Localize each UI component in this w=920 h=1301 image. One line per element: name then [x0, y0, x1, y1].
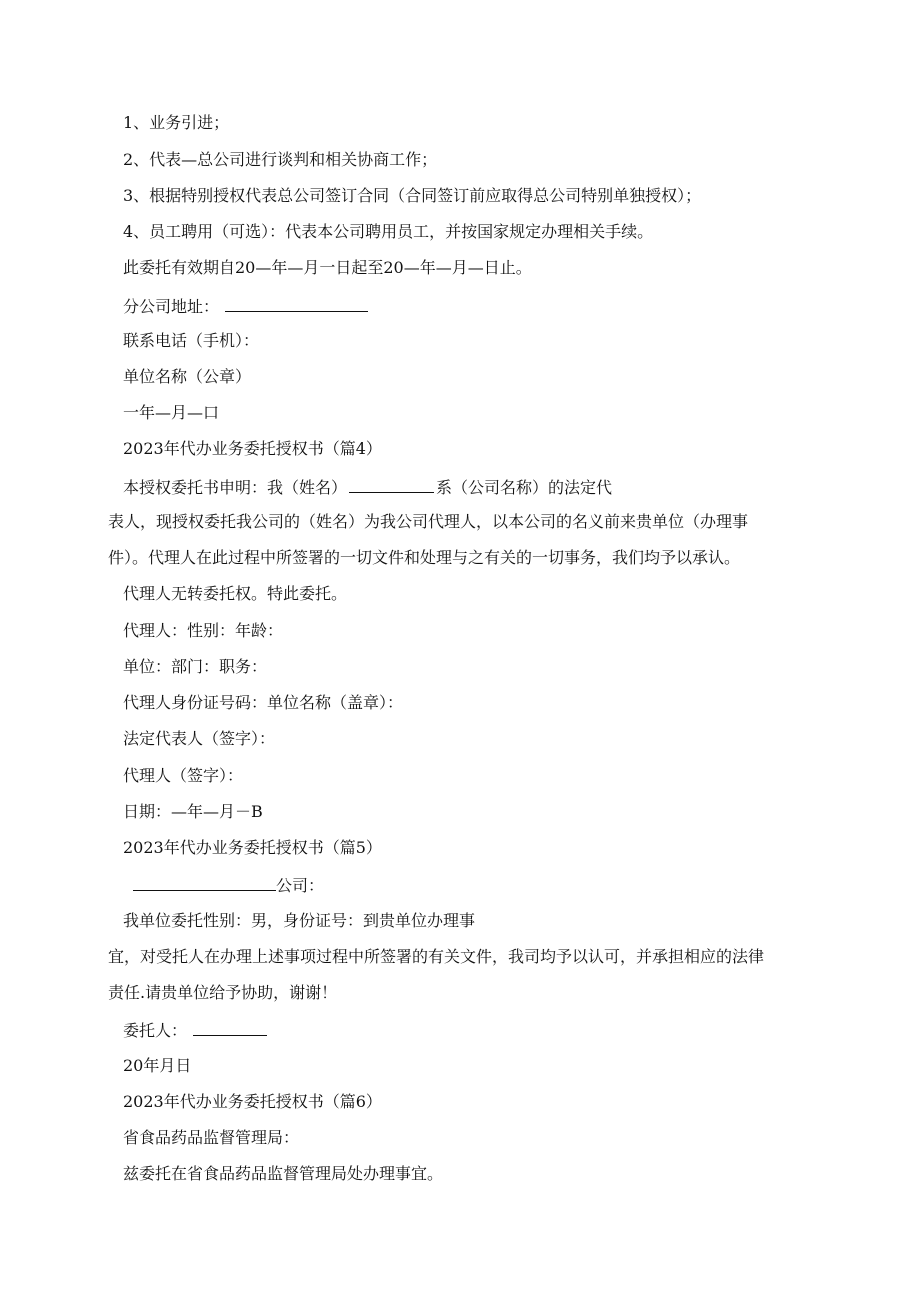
- branch-address-blank[interactable]: [225, 295, 368, 312]
- branch-address-row: [123, 295, 368, 315]
- declaration-row: [123, 476, 612, 496]
- agent-signature: 代理人（签字）：: [123, 766, 244, 785]
- client-label: 委托人：: [123, 1021, 188, 1040]
- agent-id-number: 代理人身份证号码：单位名称（盖章）：: [123, 693, 404, 712]
- item-1: 1、业务引进；: [123, 113, 230, 132]
- paragraph-line: 件）。代理人在此过程中所签署的一切文件和处理与之有关的一切事务，我们均予以承认。: [108, 548, 741, 567]
- unit-name-seal: 单位名称（公章）: [123, 367, 252, 386]
- client-blank[interactable]: [193, 1019, 267, 1036]
- company-addressee-row: [133, 874, 324, 894]
- entrust-matter: 兹委托在省食品药品监督管理局处办理事宜。: [123, 1164, 444, 1183]
- company-blank[interactable]: [133, 874, 276, 891]
- client-row: [123, 1019, 267, 1039]
- declaration-text-start: 本授权委托书申明：我（姓名）: [123, 478, 348, 497]
- no-subdelegation: 代理人无转委托权。特此委托。: [123, 584, 348, 603]
- item-4: 4、员工聘用（可选）：代表本公司聘用员工，并按国家规定办理相关手续。: [123, 222, 654, 241]
- date-field: 日期：—年—月－B: [123, 802, 263, 821]
- legal-rep-signature: 法定代表人（签字）：: [123, 729, 276, 748]
- date-line: 20年月日: [123, 1056, 192, 1075]
- section-heading-5: 2023年代办业务委托授权书（篇5）: [123, 838, 382, 857]
- contact-phone: 联系电话（手机）：: [123, 331, 260, 350]
- section-heading-4: 2023年代办业务委托授权书（篇4）: [123, 439, 382, 458]
- branch-address-label: 分公司地址：: [123, 297, 220, 316]
- item-3: 3、根据特别授权代表总公司签订合同（合同签订前应取得总公司特别单独授权）；: [123, 186, 702, 205]
- item-2: 2、代表—总公司进行谈判和相关协商工作；: [123, 150, 438, 169]
- declaration-text-end: 系（公司名称）的法定代: [436, 478, 613, 497]
- agent-info: 代理人：性别：年龄：: [123, 621, 284, 640]
- paragraph-line: 宜，对受托人在办理上述事项过程中所签署的有关文件，我司均予以认可，并承担相应的法律: [108, 947, 765, 966]
- validity-period: 此委托有效期自20—年—月一日起至20—年—月—日止。: [123, 258, 532, 277]
- addressee: 省食品药品监督管理局：: [123, 1128, 300, 1147]
- paragraph-line: 表人，现授权委托我公司的（姓名）为我公司代理人，以本公司的名义前来贵单位（办理事: [108, 512, 749, 531]
- entrust-statement: 我单位委托性别：男，身份证号：到贵单位办理事: [123, 911, 476, 930]
- unit-dept-position: 单位：部门：职务：: [123, 657, 268, 676]
- date-line: 一年—月—口: [123, 403, 220, 422]
- paragraph-line: 责任.请贵单位给予协助，谢谢！: [108, 983, 338, 1002]
- company-label: 公司：: [276, 876, 325, 895]
- name-blank[interactable]: [349, 476, 434, 493]
- section-heading-6: 2023年代办业务委托授权书（篇6）: [123, 1092, 382, 1111]
